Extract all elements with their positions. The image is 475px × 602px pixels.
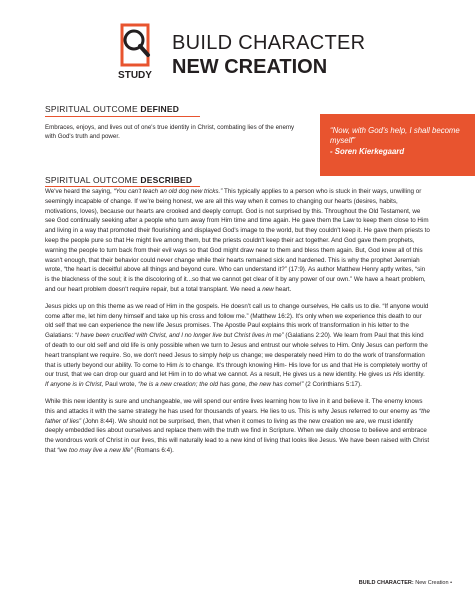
quote [330, 126, 470, 157]
page-footer: BUILD CHARACTER: New Creation • [358, 580, 452, 586]
quote-author: - Soren Kierkegaard [330, 146, 405, 156]
paragraph-2: Jesus picks up on this theme as we read of Him in the gospels. He doesn't call us to change ourselves, He calls us to die. “If anyone would come after me, let him deny himself and take up his cross and follow me.” (Matthew 16:2). It's only when we experience this death to our old self that we can experience the new life Jesus promises. The Apostle Paul explains this work of transformation in his letter to the Galatians: “I have been crucified with Christ, and I no longer live but Christ lives in me” (Galatians 2:20). We learn from Paul that this kind of death to our old self and old life is only possible when we turn to Jesus and entrust our whole selves to Him. Only Jesus can perform the heart transplant we require. So, we don't need Jesus to simply help us change; we desperately need Him to do the work of transformation that is utterly beyond our ability. To come to Him is to change. It's through knowing Him- His love for us and that He is completely worthy of our trust, that we can drop our guard and let Him in to do what we cannot. As a result, He gives us a new identity. He gives us His identity. If anyone is in Christ, Paul wrote, “he is a new creation; the old has gone, the new has come!” (2 Corinthians 5:17). [45, 302, 429, 389]
paragraph-1: We've heard the saying, “You can't teach an old dog new tricks.” This typically applies to a person who is stuck in their ways, unwilling or seemingly incapable of change. If we're being honest, we are all this way when it comes to changing our hearts (desires, habits, motivations, loves), because our hearts are crooked and deeply corrupt. God is not surprised by this. Throughout the Old Testament, we see God continually seeking after a people who turn away from Him time and time again. He gave them the Law to keep them close to Him and living in a way that promoted their flourishing and displayed God's image to the world, but they couldn't keep it. He gave them priests to keep the people pure so that He might live among them, but the priests couldn't keep their act together. And God gave them prophets, warning the people to turn back from their evil ways so that God might draw near to them and bless them again. But, God knew all of this wasn't enough, that their behavior could never change while their hearts remained sick and hardened. This is why the prophet Jeremiah wrote, “the heart is deceitful above all things and beyond cure. Who can understand it?” (17:9). As author Matthew Henry aptly writes, “sin is the blackness of the soul; it is the discoloring of it...so that we cannot get clear of it by any power of our own.” We have a heart problem, and our heart problem doesn't require repair, but a total transplant. We need a new heart. [45, 188, 430, 293]
logo-text: STUDY [118, 70, 152, 81]
title-line-1: BUILD CHARACTER [172, 32, 366, 54]
quote-text: “Now, with God's help, I shall become myself” [330, 126, 460, 146]
described-body [45, 187, 430, 463]
paragraph-3: While this new identity is sure and unchangeable, we will spend our entire lives learning how to live in it and believe it. The enemy knows this and attacks it with the same strategy he has used for thousands of years. He lies to us. This is why Jesus referred to our enemy as “the father of lies” (John 8:44). We should not be surprised, then, that when it comes to living as the new creation we are, we must identify deeply embedded lies about ourselves and replace them with the truth we find in Scripture. When we daily choose to believe and embrace the wondrous work of Christ in our lives, this will naturally lead to a new kind of living that looks like Jesus. We have been raised with Christ that “we too may live a new life” (Romans 6:4). [45, 397, 430, 454]
defined-text: Embraces, enjoys, and lives out of one's true identity in Christ, combating lies of the enemy with God's truth and power. [45, 124, 295, 140]
heading-underline [45, 116, 200, 117]
quote-box [320, 114, 475, 176]
title-line-2: NEW CREATION [172, 56, 328, 78]
section-heading-described: SPIRITUAL OUTCOME DESCRIBED [45, 175, 193, 185]
section-heading-defined: SPIRITUAL OUTCOME DEFINED [45, 104, 180, 114]
study-logo [112, 19, 158, 81]
